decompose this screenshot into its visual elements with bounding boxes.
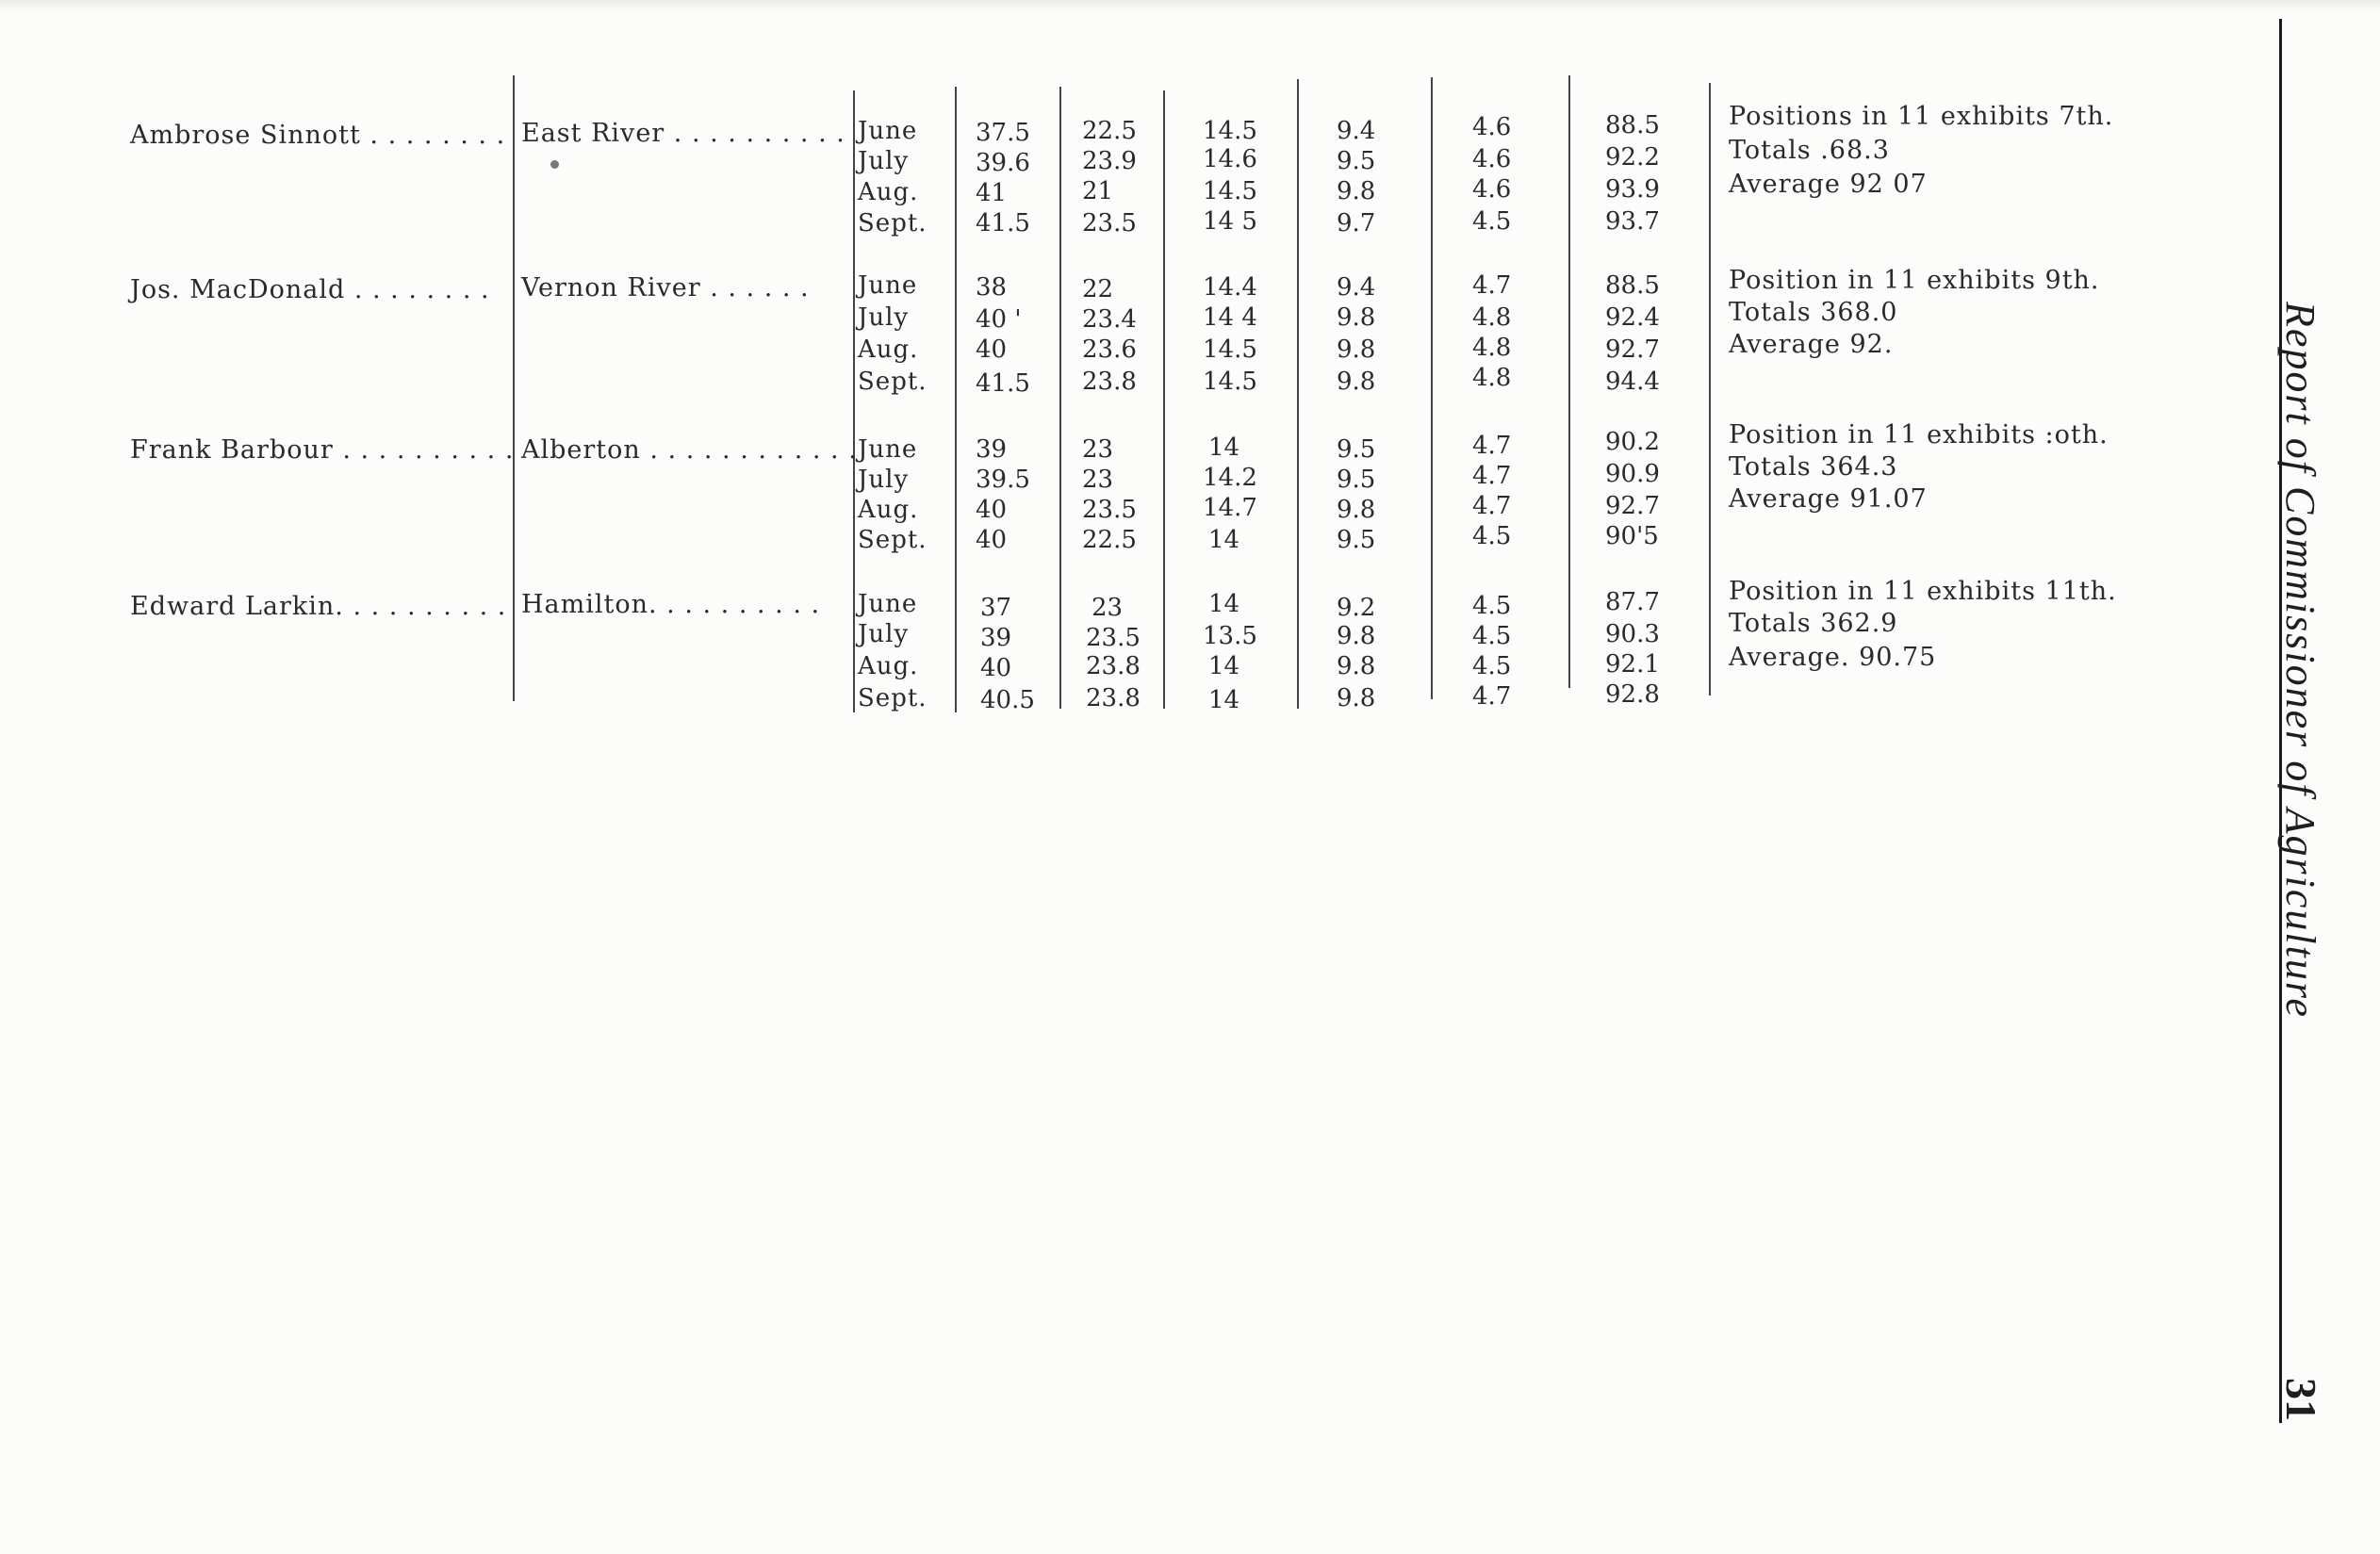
score-col2: 23.5 [1082, 209, 1137, 237]
score-col1: 41 [976, 179, 1008, 207]
page-number: 31 [2277, 1378, 2325, 1421]
score-col2: 23.4 [1082, 305, 1137, 334]
score-col5: 4.5 [1472, 592, 1512, 620]
exhibitor-name: Edward Larkin. . . . . . . . . . [130, 592, 507, 621]
score-col4: 9.8 [1337, 335, 1376, 364]
score-col4: 9.5 [1337, 526, 1376, 554]
score-col2: 22.5 [1082, 526, 1137, 554]
month-label: Sept. [858, 684, 927, 712]
score-col5: 4.8 [1472, 303, 1512, 332]
score-col2: 23.8 [1082, 368, 1137, 396]
month-label: Aug. [858, 335, 919, 364]
score-total: 88.5 [1605, 111, 1660, 139]
score-col1: 40 [976, 496, 1008, 524]
score-col5: 4.5 [1472, 622, 1512, 650]
month-label: June [858, 590, 918, 618]
exhibitor-name: Jos. MacDonald . . . . . . . . [130, 275, 490, 304]
score-col3: 14.2 [1203, 464, 1257, 492]
column-rule [1431, 77, 1433, 699]
score-col2: 21 [1082, 177, 1114, 205]
month-label: June [858, 435, 918, 464]
average-note: Average. 90.75 [1729, 643, 1937, 672]
page-top-edge [0, 0, 2380, 13]
totals-note: Totals .68.3 [1729, 136, 1890, 165]
exhibitor-name: Frank Barbour . . . . . . . . . . [130, 435, 515, 465]
score-total: 93.9 [1605, 175, 1660, 204]
score-total: 92.8 [1605, 680, 1660, 709]
score-col1: 40 [980, 654, 1012, 682]
score-col2: 23.5 [1086, 624, 1141, 652]
score-col5: 4.7 [1472, 682, 1512, 711]
month-label: June [858, 271, 918, 300]
totals-note: Totals 362.9 [1729, 609, 1898, 638]
position-note: Position in 11 exhibits :oth. [1729, 420, 2109, 450]
score-col2: 22 [1082, 275, 1114, 303]
score-col1: 37 [980, 594, 1012, 622]
column-rule [1059, 87, 1061, 709]
score-col2: 23 [1092, 594, 1124, 622]
score-total: 87.7 [1605, 588, 1660, 616]
score-col3: 14.5 [1203, 117, 1257, 145]
exhibitor-location: Hamilton. . . . . . . . . . [521, 590, 821, 619]
score-col1: 40 ' [976, 305, 1022, 334]
score-col4: 9.8 [1337, 652, 1376, 680]
month-label: Aug. [858, 496, 919, 524]
position-note: Position in 11 exhibits 11th. [1729, 577, 2117, 606]
column-rule [1568, 75, 1570, 688]
score-col3: 14 5 [1203, 207, 1257, 236]
month-label: June [858, 117, 918, 145]
month-label: Sept. [858, 209, 927, 237]
score-total: 92.2 [1605, 143, 1660, 172]
score-col2: 23.9 [1082, 147, 1137, 175]
score-col2: 23.8 [1086, 652, 1141, 680]
score-total: 92.7 [1605, 335, 1660, 364]
score-col5: 4.6 [1472, 145, 1512, 173]
month-label: July [858, 466, 910, 494]
exhibitor-location: Alberton . . . . . . . . . . . . [521, 435, 858, 465]
ink-speck [550, 160, 559, 169]
score-col2: 23 [1082, 466, 1114, 494]
score-col4: 9.8 [1337, 496, 1376, 524]
score-col4: 9.4 [1337, 273, 1376, 302]
score-col3: 14 [1208, 652, 1240, 680]
exhibitor-location: East River . . . . . . . . . . [521, 119, 845, 148]
score-col3: 14 4 [1203, 303, 1257, 332]
position-note: Position in 11 exhibits 9th. [1729, 266, 2100, 295]
totals-note: Totals 364.3 [1729, 452, 1898, 482]
score-col1: 41.5 [976, 209, 1030, 237]
score-total: 90.2 [1605, 428, 1660, 456]
score-col1: 40.5 [980, 686, 1035, 714]
exhibitor-name: Ambrose Sinnott . . . . . . . . [130, 121, 506, 150]
column-rule [513, 75, 515, 701]
average-note: Average 91.07 [1729, 484, 1928, 514]
month-label: July [858, 620, 910, 648]
score-col3: 13.5 [1203, 622, 1257, 650]
score-total: 90.9 [1605, 460, 1660, 488]
score-col3: 14 [1208, 686, 1240, 714]
score-col3: 14 [1208, 590, 1240, 618]
score-col1: 39 [976, 435, 1008, 464]
month-label: Aug. [858, 178, 919, 206]
exhibitor-location: Vernon River . . . . . . [521, 273, 810, 303]
score-col5: 4.6 [1472, 175, 1512, 204]
score-col4: 9.8 [1337, 622, 1376, 650]
score-col1: 39 [980, 624, 1012, 652]
column-rule [1163, 90, 1165, 709]
score-col3: 14 [1208, 433, 1240, 462]
score-col4: 9.5 [1337, 466, 1376, 494]
score-col2: 23.8 [1086, 684, 1141, 712]
score-col5: 4.8 [1472, 364, 1512, 392]
average-note: Average 92 07 [1729, 170, 1928, 199]
score-total: 92.4 [1605, 303, 1660, 332]
score-col5: 4.6 [1472, 113, 1512, 141]
column-rule [1297, 79, 1299, 709]
score-col3: 14 [1208, 526, 1240, 554]
score-col1: 39.6 [976, 149, 1030, 177]
score-col4: 9.4 [1337, 117, 1376, 145]
score-total: 90'5 [1605, 522, 1659, 550]
score-col5: 4.5 [1472, 652, 1512, 680]
score-col1: 37.5 [976, 119, 1030, 147]
score-total: 93.7 [1605, 207, 1660, 236]
score-col2: 23 [1082, 435, 1114, 464]
score-col4: 9.8 [1337, 368, 1376, 396]
score-col1: 41.5 [976, 369, 1030, 398]
totals-note: Totals 368.0 [1729, 298, 1898, 327]
running-head: Report of Commissioner of Agriculture [2277, 302, 2323, 1019]
score-col4: 9.8 [1337, 177, 1376, 205]
score-col3: 14.7 [1203, 494, 1257, 522]
score-col5: 4.5 [1472, 522, 1512, 550]
month-label: Sept. [858, 368, 927, 396]
score-total: 88.5 [1605, 271, 1660, 300]
score-col5: 4.7 [1472, 492, 1512, 520]
score-col3: 14.5 [1203, 368, 1257, 396]
score-col2: 23.5 [1082, 496, 1137, 524]
score-col1: 39.5 [976, 466, 1030, 494]
score-col4: 9.2 [1337, 594, 1376, 622]
column-rule [1709, 83, 1711, 695]
position-note: Positions in 11 exhibits 7th. [1729, 102, 2114, 131]
score-total: 92.7 [1605, 492, 1660, 520]
score-col4: 9.8 [1337, 684, 1376, 712]
score-col3: 14.6 [1203, 145, 1257, 173]
score-total: 92.1 [1605, 650, 1660, 679]
score-total: 90.3 [1605, 620, 1660, 648]
score-col3: 14.5 [1203, 177, 1257, 205]
score-col5: 4.7 [1472, 271, 1512, 300]
score-total: 94.4 [1605, 368, 1660, 396]
score-col5: 4.8 [1472, 334, 1512, 362]
column-rule [853, 90, 855, 712]
score-col2: 23.6 [1082, 335, 1137, 364]
score-col1: 40 [976, 335, 1008, 364]
score-col4: 9.5 [1337, 147, 1376, 175]
score-col1: 38 [976, 273, 1008, 302]
month-label: Aug. [858, 652, 919, 680]
score-col5: 4.7 [1472, 432, 1512, 460]
column-rule [955, 87, 957, 712]
score-col5: 4.5 [1472, 207, 1512, 236]
month-label: July [858, 303, 910, 332]
score-col2: 22.5 [1082, 117, 1137, 145]
score-col5: 4.7 [1472, 462, 1512, 490]
month-label: July [858, 147, 910, 175]
score-col1: 40 [976, 526, 1008, 554]
score-col4: 9.5 [1337, 435, 1376, 464]
month-label: Sept. [858, 526, 927, 554]
score-col3: 14.4 [1203, 273, 1257, 302]
score-col4: 9.7 [1337, 209, 1376, 237]
score-col4: 9.8 [1337, 303, 1376, 332]
average-note: Average 92. [1729, 330, 1894, 359]
score-col3: 14.5 [1203, 335, 1257, 364]
